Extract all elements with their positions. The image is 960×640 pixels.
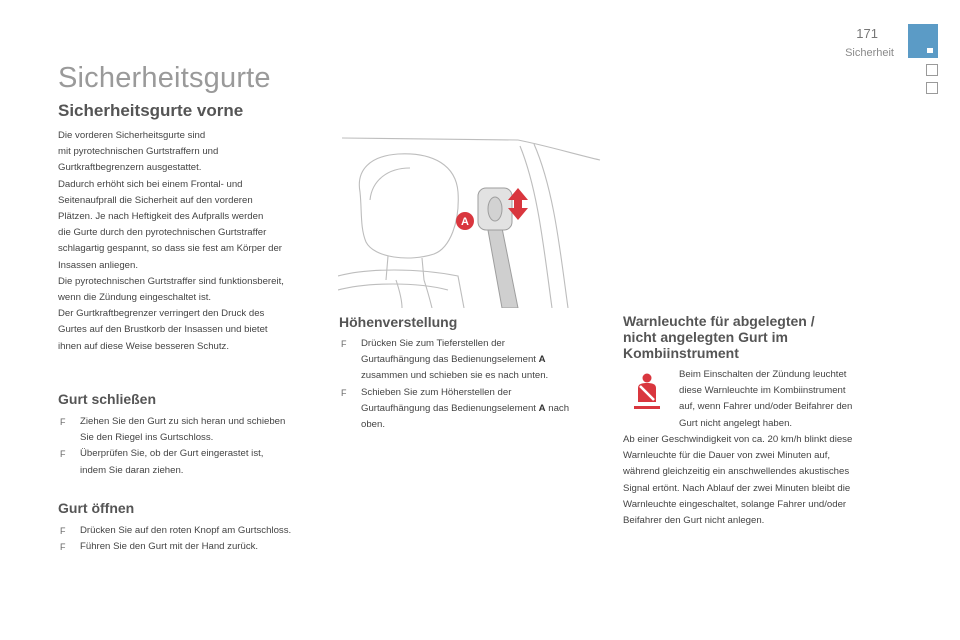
headrest-shape — [359, 154, 458, 258]
list-item — [58, 523, 328, 539]
list-hoehenverstellung — [339, 336, 609, 433]
text-line: wenn die Zündung eingeschaltet ist. — [58, 292, 212, 304]
intro-paragraph — [58, 128, 320, 355]
text-line: Der Gurtkraftbegrenzer verringert den Druck des — [58, 308, 265, 320]
text-line: während gleichzeitig ein anschwellendes akustisches — [623, 466, 850, 478]
heading-line: Kombiinstrument — [623, 345, 739, 361]
chapter-tab-empty[interactable] — [926, 64, 938, 76]
bullet-icon: F — [60, 449, 66, 460]
list-item — [58, 414, 328, 446]
text-line: Gurtkraftbegrenzern ausgestattet. — [58, 162, 202, 174]
bullet-icon: F — [60, 526, 66, 536]
section-label: Sicherheit — [845, 47, 894, 59]
element-reference: A — [538, 402, 546, 414]
text-span: nach — [545, 402, 570, 414]
bullet-icon: F — [341, 339, 347, 349]
text-line: die Gurte durch den pyrotechnischen Gurtstraffer — [58, 227, 267, 239]
text-line: Schieben Sie zum Höherstellen der — [361, 386, 512, 398]
text-span: Gurtaufhängung das Bedienungselement — [361, 402, 539, 414]
chapter-tab-empty[interactable] — [926, 82, 938, 94]
text-line: Beifahrer den Gurt nicht anlegen. — [623, 515, 765, 527]
text-span: Gurtaufhängung das Bedienungselement — [361, 354, 539, 366]
text-line: Gurt nicht angelegt haben. — [679, 417, 793, 429]
text-line — [361, 352, 609, 368]
bullet-icon: F — [341, 387, 347, 398]
bullet-icon: F — [60, 417, 66, 427]
text-line: Ziehen Sie den Gurt zu sich heran und schieben — [80, 416, 286, 427]
text-line: auf, wenn Fahrer und/oder Beifahrer den — [679, 401, 853, 413]
page-number: 171 — [856, 26, 878, 41]
text-line: Seitenaufprall die Sicherheit auf den vorderen — [58, 194, 253, 206]
list-gurt-schliessen — [58, 414, 328, 479]
text-line: Gurtes auf den Brustkorb der Insassen und bietet — [58, 324, 268, 336]
text-line — [361, 401, 609, 417]
text-line: ihnen auf diese Weise besseren Schutz. — [58, 340, 230, 352]
list-item — [339, 385, 609, 434]
text-line: Signal ertönt. Nach Ablauf der zwei Minuten bleibt die — [623, 482, 851, 494]
warnleuchte-icon-text — [679, 367, 889, 432]
heading-line: nicht angelegten Gurt im — [623, 329, 788, 345]
text-line: Überprüfen Sie, ob der Gurt eingerastet ist, — [80, 448, 264, 460]
text-line: Insassen anliegen. — [58, 259, 139, 271]
list-item — [58, 446, 328, 478]
text-line: Drücken Sie auf den roten Knopf am Gurtschloss. — [80, 525, 292, 536]
marker-label: A — [461, 216, 469, 228]
seatbelt-warning-icon — [630, 372, 664, 410]
heading-gurt-schliessen: Gurt schließen — [58, 391, 157, 407]
heading-line: Warnleuchte für abgelegten / — [623, 313, 815, 329]
text-line: Warnleuchte eingeschaltet, solange Fahrer und/oder — [623, 498, 847, 510]
seatbelt-height-adjust-illustration — [338, 130, 604, 308]
list-item — [58, 539, 328, 555]
page-subtitle: Sicherheitsgurte vorne — [58, 101, 244, 120]
text-line: indem Sie daran ziehen. — [80, 464, 184, 476]
heading-hoehenverstellung: Höhenverstellung — [339, 314, 458, 330]
list-gurt-oeffnen — [58, 523, 328, 555]
warnleuchte-paragraph — [623, 432, 893, 529]
text-line: Dadurch erhöht sich bei einem Frontal- und — [58, 178, 243, 190]
text-line: Warnleuchte für die Dauer von zwei Minuten auf, — [623, 450, 831, 462]
text-line: Ab einer Geschwindigkeit von ca. 20 km/h blinkt diese — [623, 434, 853, 445]
chapter-tab[interactable] — [908, 24, 938, 58]
text-line: oben. — [361, 419, 386, 431]
text-line: Die pyrotechnischen Gurtstraffer sind funktionsbereit, — [58, 275, 284, 287]
text-line: Sie den Riegel ins Gurtschloss. — [80, 432, 214, 444]
text-line: Plätzen. Je nach Heftigkeit des Aufpralls werden — [58, 211, 264, 223]
text-line: diese Warnleuchte im Kombiinstrument — [679, 385, 846, 397]
text-line: Drücken Sie zum Tieferstellen der — [361, 338, 505, 349]
text-line: Führen Sie den Gurt mit der Hand zurück. — [80, 541, 259, 553]
text-line: schlagartig gespannt, so dass sie fest am Körper der — [58, 243, 282, 255]
heading-gurt-oeffnen: Gurt öffnen — [58, 500, 135, 516]
text-line: mit pyrotechnischen Gurtstraffern und — [58, 146, 219, 158]
bullet-icon: F — [60, 542, 66, 553]
text-line: zusammen und schieben sie es nach unten. — [361, 370, 549, 382]
list-item — [339, 336, 609, 385]
page-title: Sicherheitsgurte — [58, 62, 271, 94]
text-line: Die vorderen Sicherheitsgurte sind — [58, 130, 206, 141]
element-reference: A — [538, 354, 546, 366]
heading-warnleuchte — [623, 313, 853, 361]
tab-marker-icon — [927, 48, 933, 53]
text-line: Beim Einschalten der Zündung leuchtet — [679, 369, 847, 380]
